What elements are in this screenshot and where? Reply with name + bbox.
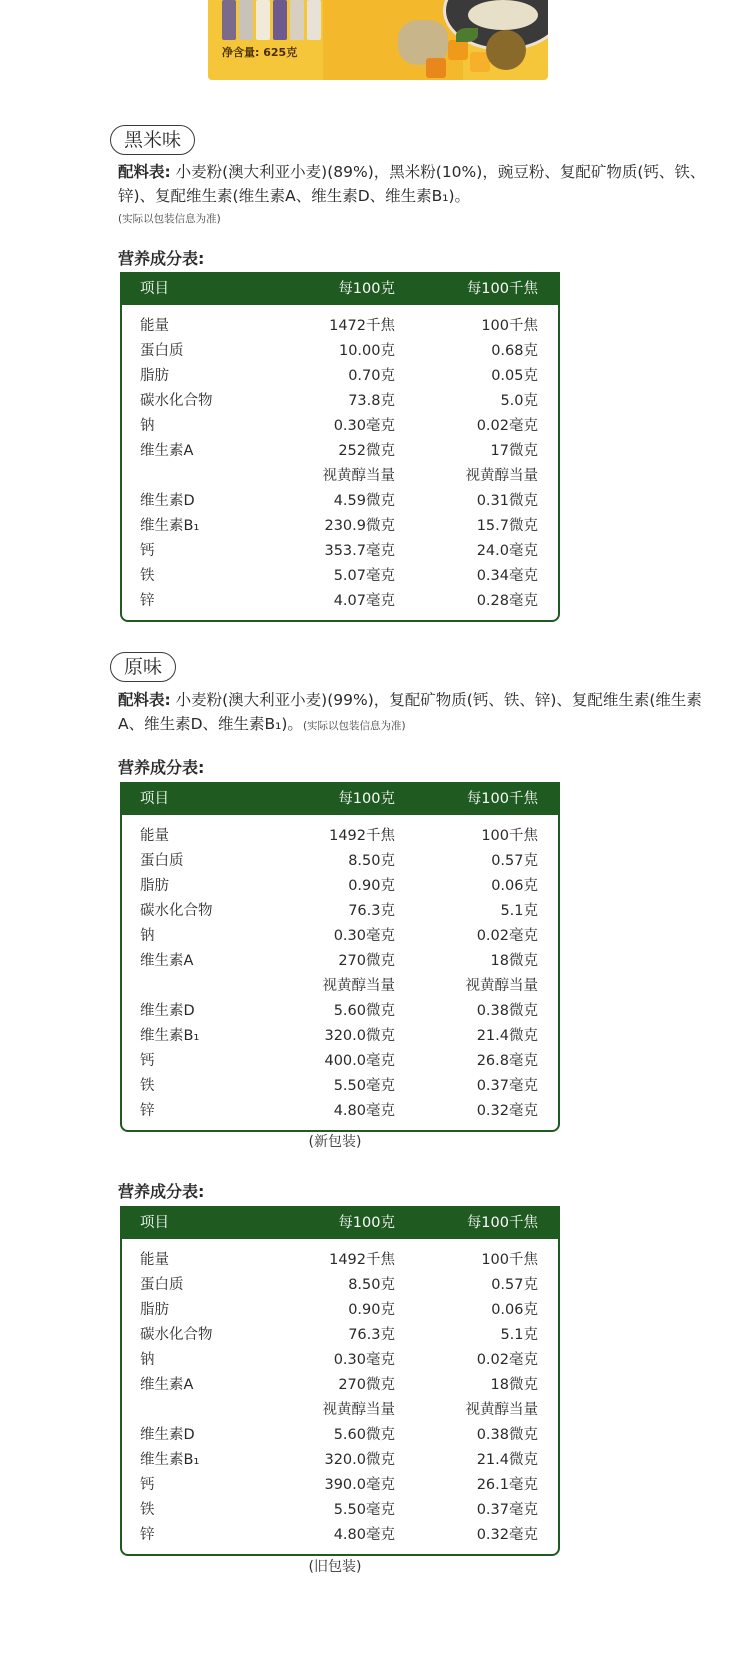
value-per-100g: 76.3克 <box>348 1327 395 1343</box>
value-per-100kj: 5.1克 <box>500 903 538 919</box>
value-per-100kj: 5.0克 <box>500 393 538 409</box>
nutrient-name: 蛋白质 <box>140 1277 184 1293</box>
nutrient-name: 蛋白质 <box>140 853 184 869</box>
value-per-100g: 320.0微克 <box>324 1452 395 1468</box>
value-per-100kj: 视黄醇当量 <box>465 468 538 484</box>
table-row <box>122 514 558 539</box>
value-per-100g: 270微克 <box>338 1377 395 1393</box>
table-header <box>122 1208 558 1239</box>
value-per-100g: 4.07毫克 <box>333 593 395 609</box>
value-per-100g: 1492千焦 <box>329 828 395 844</box>
nutrient-name: 脂肪 <box>140 878 169 894</box>
nutrient-name: 锌 <box>140 593 155 609</box>
value-per-100kj: 0.37毫克 <box>476 1502 538 1518</box>
value-per-100g: 4.80毫克 <box>333 1527 395 1543</box>
ingredients-note: (实际以包装信息为准) <box>118 213 221 225</box>
nutrient-name: 钠 <box>140 928 155 944</box>
value-per-100kj: 0.57克 <box>491 1277 538 1293</box>
noodle-stripe <box>290 0 304 40</box>
nutrient-name: 维生素D <box>140 1427 195 1443</box>
table-row <box>122 1423 558 1448</box>
value-per-100kj: 5.1克 <box>500 1327 538 1343</box>
value-per-100kj: 100千焦 <box>481 1252 538 1268</box>
nutrient-name: 能量 <box>140 318 169 334</box>
ingredients-note: (实际以包装信息为准) <box>302 720 406 732</box>
value-per-100kj: 0.68克 <box>491 343 538 359</box>
value-per-100kj: 100千焦 <box>481 828 538 844</box>
nutrient-name: 维生素B₁ <box>140 1452 200 1468</box>
value-per-100g: 视黄醇当量 <box>322 1402 395 1418</box>
value-per-100kj: 0.31微克 <box>476 493 538 509</box>
value-per-100kj: 0.32毫克 <box>476 1527 538 1543</box>
nutrient-name: 脂肪 <box>140 1302 169 1318</box>
table-row <box>122 1348 558 1373</box>
value-per-100kj: 视黄醇当量 <box>465 1402 538 1418</box>
value-per-100g: 400.0毫克 <box>324 1053 395 1069</box>
header-per-100kj: 每100千焦 <box>466 791 538 807</box>
header-per-100g: 每100克 <box>338 791 395 807</box>
value-per-100g: 320.0微克 <box>324 1028 395 1044</box>
package-caption-new: (新包装) <box>308 1134 362 1150</box>
value-per-100kj: 0.02毫克 <box>476 1352 538 1368</box>
header-per-100kj: 每100千焦 <box>466 281 538 297</box>
value-per-100g: 视黄醇当量 <box>322 978 395 994</box>
value-per-100g: 5.60微克 <box>333 1427 395 1443</box>
table-row <box>122 924 558 949</box>
table-row <box>122 389 558 414</box>
nutrient-name: 铁 <box>140 1078 155 1094</box>
ingredients-text: 小麦粉(澳大利亚小麦)(89%)，黑米粉(10%)，豌豆粉、复配矿物质(钙、铁、锌)、复配维生素(维生素A、维生素D、维生素B₁)。 <box>118 163 706 205</box>
table-row <box>122 1298 558 1323</box>
nutrition-table <box>120 1206 560 1556</box>
leaf-decoration <box>456 28 478 42</box>
noodle-stripes <box>222 0 321 40</box>
badge-icon <box>486 30 526 70</box>
value-per-100g: 10.00克 <box>338 343 395 359</box>
table-row <box>122 1248 558 1273</box>
table-body <box>122 1239 558 1554</box>
nutrition-title: 营养成分表: <box>118 1182 205 1201</box>
nutrient-name: 维生素B₁ <box>140 1028 200 1044</box>
table-row <box>122 1473 558 1498</box>
value-per-100kj: 15.7微克 <box>476 518 538 534</box>
nutrition-title: 营养成分表: <box>118 758 205 777</box>
value-per-100kj: 0.28毫克 <box>476 593 538 609</box>
table-row <box>122 1049 558 1074</box>
ingredients-text: 小麦粉(澳大利亚小麦)(99%)，复配矿物质(钙、铁、锌)、复配维生素(维生素A、维生素D、维生素B₁)。 <box>118 691 702 733</box>
nutrition-table <box>120 272 560 622</box>
nutrient-name: 钠 <box>140 1352 155 1368</box>
table-row <box>122 849 558 874</box>
table-row <box>122 899 558 924</box>
value-per-100kj: 26.8毫克 <box>476 1053 538 1069</box>
nutrient-name: 维生素B₁ <box>140 518 200 534</box>
value-per-100kj: 18微克 <box>490 953 538 969</box>
nutrient-name: 蛋白质 <box>140 343 184 359</box>
table-row <box>122 539 558 564</box>
nutrient-name: 维生素A <box>140 1377 194 1393</box>
value-per-100g: 390.0毫克 <box>324 1477 395 1493</box>
header-per-100g: 每100克 <box>338 281 395 297</box>
value-per-100g: 视黄醇当量 <box>322 468 395 484</box>
noodle-stripe <box>256 0 270 40</box>
nutrient-name: 钠 <box>140 418 155 434</box>
nutrient-name: 脂肪 <box>140 368 169 384</box>
value-per-100g: 270微克 <box>338 953 395 969</box>
nutrient-name: 铁 <box>140 568 155 584</box>
value-per-100kj: 0.06克 <box>491 1302 538 1318</box>
ingredients-block <box>118 160 718 228</box>
nutrient-name: 维生素D <box>140 1003 195 1019</box>
table-row <box>122 874 558 899</box>
value-per-100kj: 0.32毫克 <box>476 1103 538 1119</box>
table-row <box>122 589 558 614</box>
nutrient-name: 碳水化合物 <box>140 1327 213 1343</box>
ingredients-block <box>118 688 718 738</box>
table-row <box>122 414 558 439</box>
value-per-100g: 0.30毫克 <box>333 928 395 944</box>
nutrition-table <box>120 782 560 1132</box>
value-per-100g: 0.90克 <box>348 878 395 894</box>
value-per-100g: 76.3克 <box>348 903 395 919</box>
value-per-100kj: 18微克 <box>490 1377 538 1393</box>
nutrient-name: 能量 <box>140 828 169 844</box>
value-per-100g: 353.7毫克 <box>324 543 395 559</box>
table-row <box>122 1373 558 1398</box>
value-per-100g: 230.9微克 <box>324 518 395 534</box>
product-banner-image <box>208 0 548 80</box>
package-caption-old: (旧包装) <box>308 1559 362 1575</box>
nutrient-name: 钙 <box>140 1053 155 1069</box>
nutrient-name: 钙 <box>140 1477 155 1493</box>
value-per-100g: 4.80毫克 <box>333 1103 395 1119</box>
table-header <box>122 784 558 815</box>
flavor-pill-original: 原味 <box>110 652 176 682</box>
value-per-100g: 0.30毫克 <box>333 1352 395 1368</box>
nutrient-name: 维生素A <box>140 443 194 459</box>
table-body <box>122 815 558 1130</box>
value-per-100kj: 21.4微克 <box>476 1028 538 1044</box>
value-per-100kj: 100千焦 <box>481 318 538 334</box>
noodle-illustration <box>468 0 538 30</box>
value-per-100kj: 21.4微克 <box>476 1452 538 1468</box>
value-per-100kj: 0.02毫克 <box>476 928 538 944</box>
header-per-100kj: 每100千焦 <box>466 1215 538 1231</box>
value-per-100g: 1492千焦 <box>329 1252 395 1268</box>
value-per-100g: 8.50克 <box>348 853 395 869</box>
header-item: 项目 <box>140 791 169 807</box>
value-per-100g: 4.59微克 <box>333 493 395 509</box>
nutrient-name: 维生素D <box>140 493 195 509</box>
nutrient-name: 碳水化合物 <box>140 393 213 409</box>
noodle-stripe <box>222 0 236 40</box>
value-per-100kj: 0.37毫克 <box>476 1078 538 1094</box>
header-per-100g: 每100克 <box>338 1215 395 1231</box>
table-body <box>122 305 558 620</box>
header-item: 项目 <box>140 281 169 297</box>
table-row <box>122 1074 558 1099</box>
value-per-100g: 252微克 <box>338 443 395 459</box>
nutrient-name: 锌 <box>140 1527 155 1543</box>
table-header <box>122 274 558 305</box>
table-row <box>122 1523 558 1548</box>
value-per-100g: 73.8克 <box>348 393 395 409</box>
header-item: 项目 <box>140 1215 169 1231</box>
table-row <box>122 439 558 464</box>
noodle-stripe <box>239 0 253 40</box>
table-row <box>122 1448 558 1473</box>
value-per-100g: 0.70克 <box>348 368 395 384</box>
value-per-100kj: 0.38微克 <box>476 1003 538 1019</box>
table-row <box>122 464 558 489</box>
value-per-100kj: 0.38微克 <box>476 1427 538 1443</box>
value-per-100g: 1472千焦 <box>329 318 395 334</box>
table-row <box>122 949 558 974</box>
table-row <box>122 1024 558 1049</box>
ingredients-label: 配料表: <box>118 691 171 709</box>
value-per-100g: 8.50克 <box>348 1277 395 1293</box>
value-per-100g: 0.30毫克 <box>333 418 395 434</box>
table-row <box>122 1498 558 1523</box>
table-row <box>122 1323 558 1348</box>
table-row <box>122 314 558 339</box>
value-per-100g: 5.60微克 <box>333 1003 395 1019</box>
table-row <box>122 364 558 389</box>
value-per-100g: 0.90克 <box>348 1302 395 1318</box>
table-row <box>122 1398 558 1423</box>
nutrition-title: 营养成分表: <box>118 249 205 268</box>
ingredients-label: 配料表: <box>118 163 171 181</box>
value-per-100g: 5.50毫克 <box>333 1502 395 1518</box>
value-per-100g: 5.50毫克 <box>333 1078 395 1094</box>
value-per-100kj: 视黄醇当量 <box>465 978 538 994</box>
value-per-100kj: 17微克 <box>490 443 538 459</box>
flavor-pill-black-rice: 黑米味 <box>110 125 195 155</box>
nutrient-name: 钙 <box>140 543 155 559</box>
food-cube <box>426 58 446 78</box>
table-row <box>122 1099 558 1124</box>
value-per-100kj: 26.1毫克 <box>476 1477 538 1493</box>
noodle-stripe <box>273 0 287 40</box>
noodle-stripe <box>307 0 321 40</box>
table-row <box>122 824 558 849</box>
table-row <box>122 489 558 514</box>
nutrient-name: 铁 <box>140 1502 155 1518</box>
value-per-100kj: 0.57克 <box>491 853 538 869</box>
nutrient-name: 维生素A <box>140 953 194 969</box>
table-row <box>122 974 558 999</box>
net-content-label: 净含量: 625克 <box>222 46 298 59</box>
food-cube <box>448 40 468 60</box>
value-per-100g: 5.07毫克 <box>333 568 395 584</box>
table-row <box>122 1273 558 1298</box>
table-row <box>122 999 558 1024</box>
value-per-100kj: 0.02毫克 <box>476 418 538 434</box>
table-row <box>122 564 558 589</box>
nutrient-name: 能量 <box>140 1252 169 1268</box>
table-row <box>122 339 558 364</box>
nutrient-name: 碳水化合物 <box>140 903 213 919</box>
value-per-100kj: 24.0毫克 <box>476 543 538 559</box>
nutrient-name: 锌 <box>140 1103 155 1119</box>
value-per-100kj: 0.06克 <box>491 878 538 894</box>
value-per-100kj: 0.05克 <box>491 368 538 384</box>
value-per-100kj: 0.34毫克 <box>476 568 538 584</box>
